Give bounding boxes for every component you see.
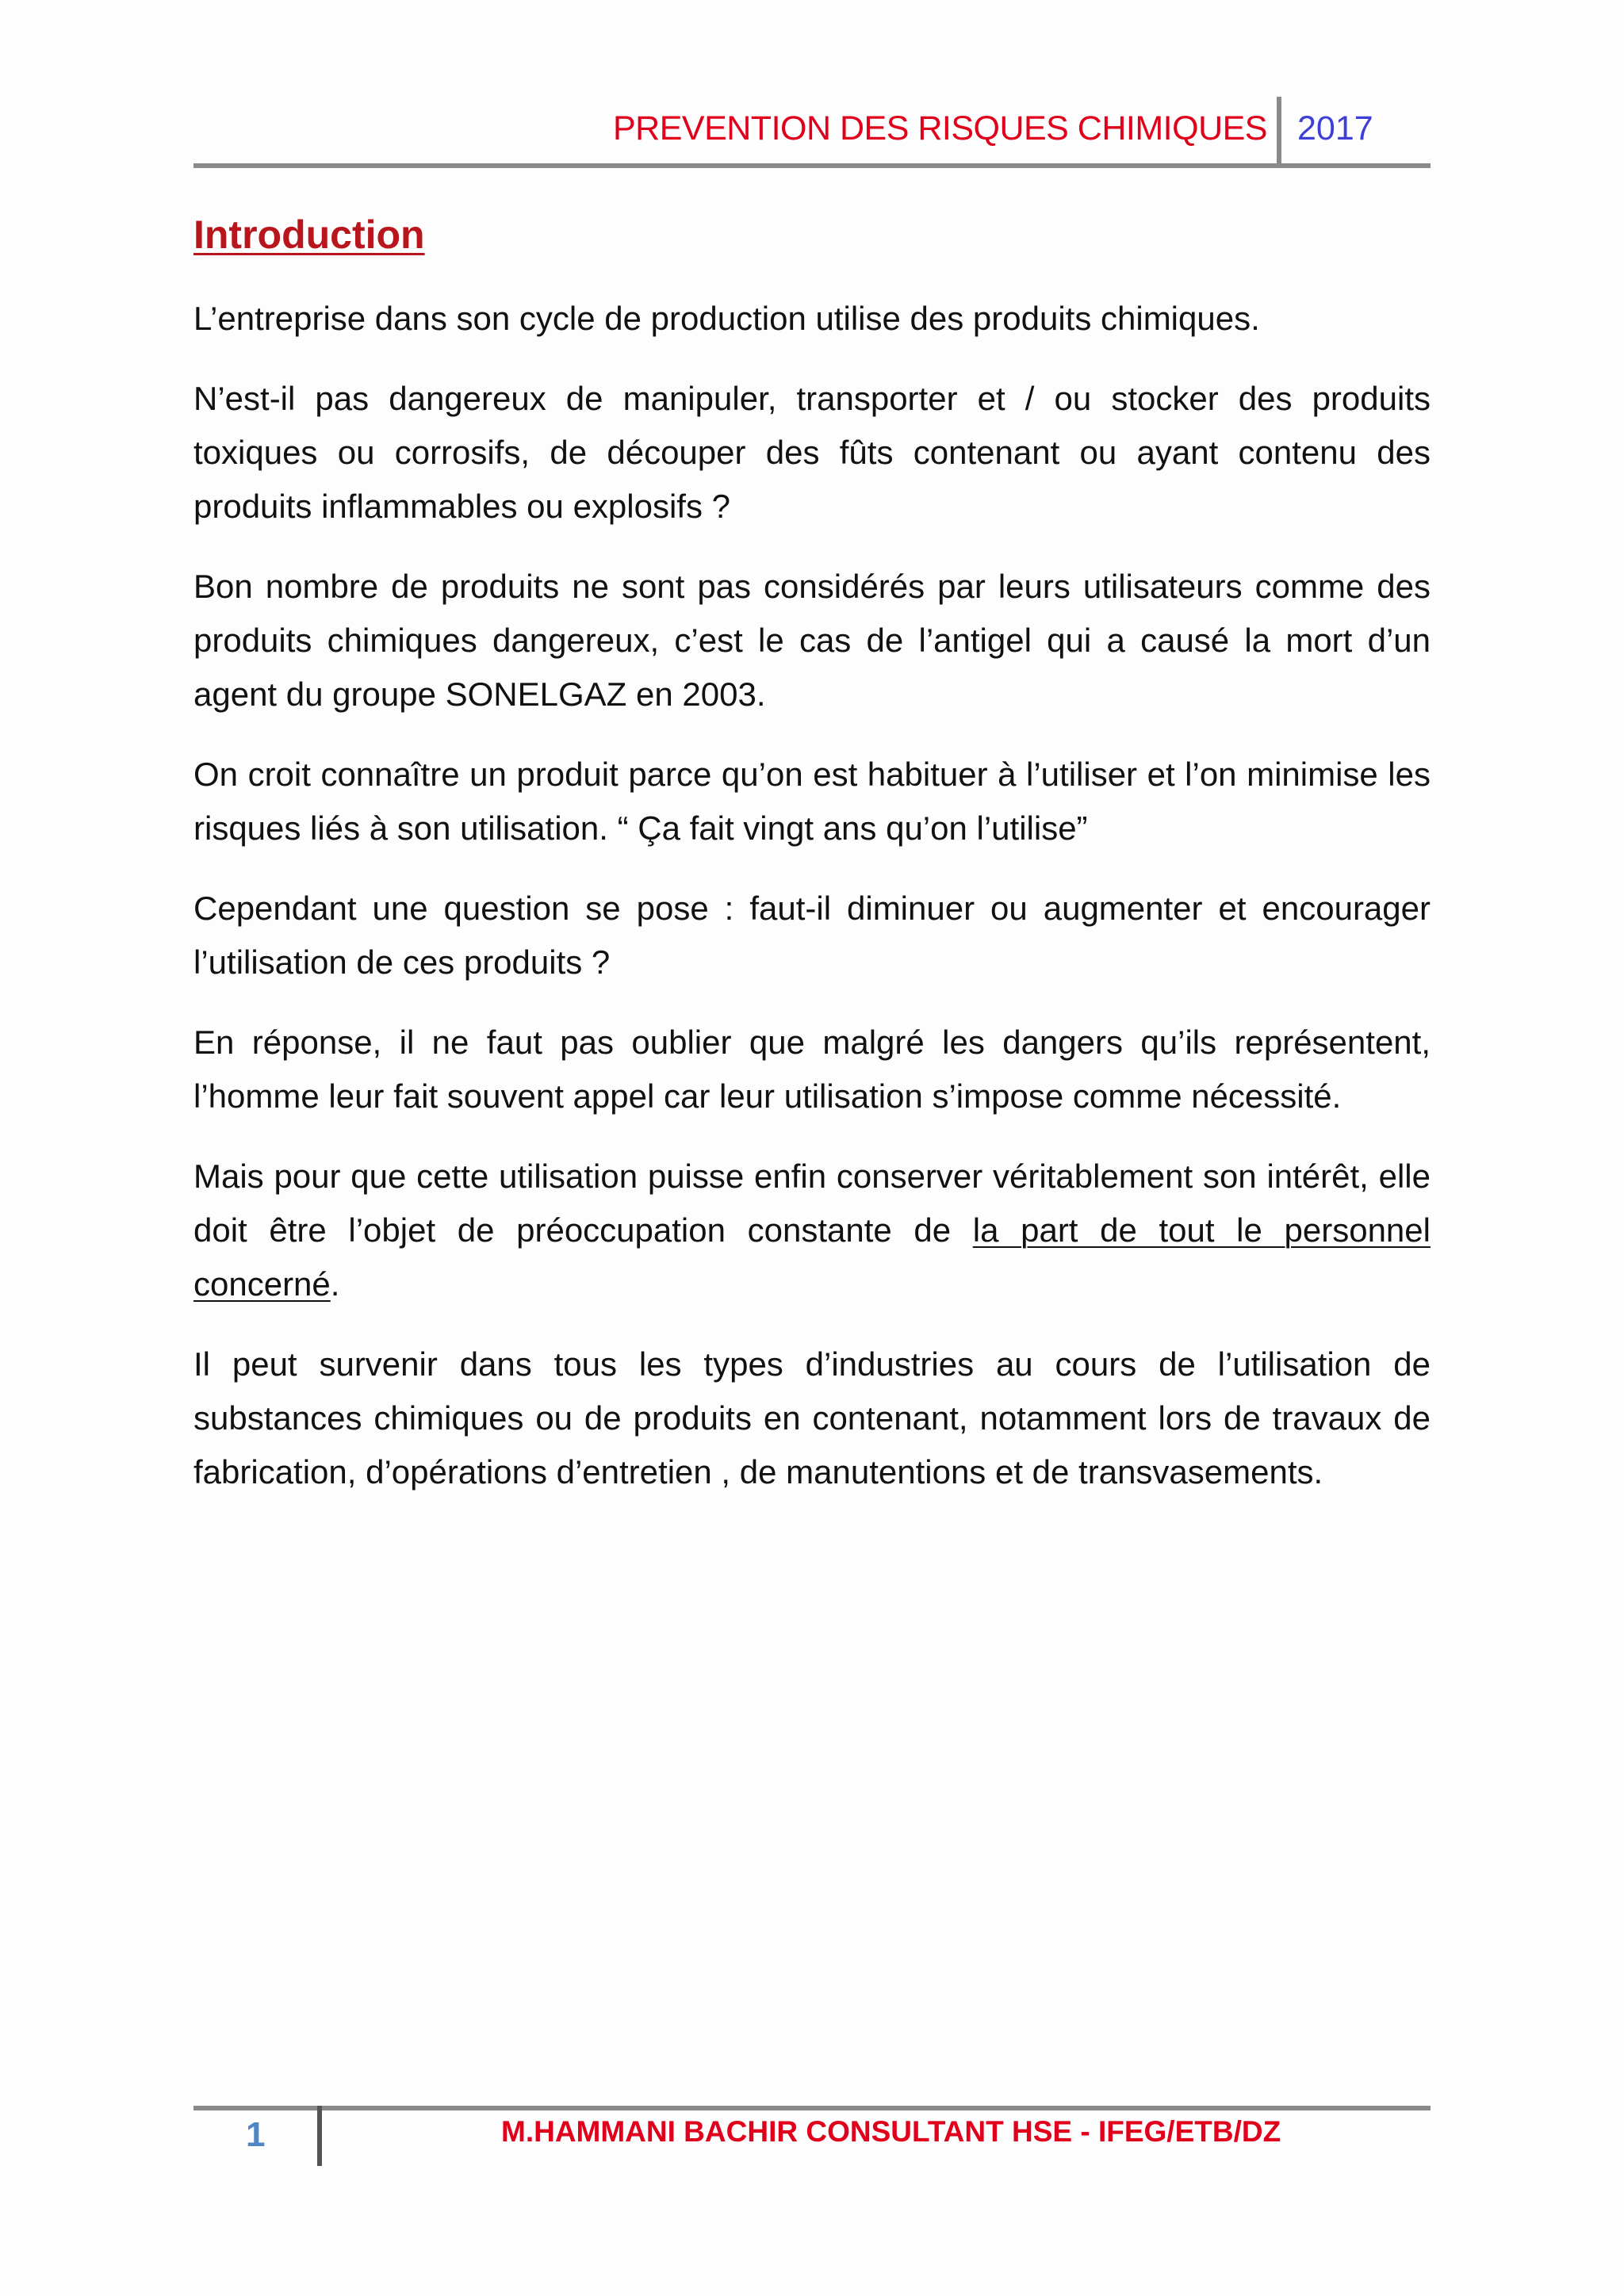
header-divider bbox=[1277, 97, 1281, 166]
footer-divider bbox=[317, 2106, 322, 2166]
page-content bbox=[193, 205, 1431, 1525]
paragraph-1: L’entreprise dans son cycle de production utilise des produits chimiques. bbox=[193, 300, 1260, 337]
paragraph-4: On croit connaître un produit parce qu’on est habituer à l’utiliser et l’on minimise les risques liés à son utilisation. “ Ça fait vingt ans qu’on l’utilise” bbox=[193, 756, 1431, 847]
footer-author: M.HAMMANI BACHIR CONSULTANT HSE - IFEG/ETB/DZ bbox=[501, 2115, 1281, 2148]
footer-rule bbox=[193, 2106, 1431, 2110]
paragraph-3: Bon nombre de produits ne sont pas considérés par leurs utilisateurs comme des produits chimiques dangereux, c’est le cas de l’antigel qui a causé la mort d’un agent du groupe SONELGAZ en 2003. bbox=[193, 568, 1431, 713]
underlined-phrase: la part de tout le personnel concerné bbox=[193, 1211, 1431, 1303]
paragraph-7-end: . bbox=[330, 1265, 340, 1303]
header-title: PREVENTION DES RISQUES CHIMIQUES bbox=[612, 109, 1267, 147]
page-header bbox=[193, 94, 1431, 166]
paragraph-6: En réponse, il ne faut pas oublier que malgré les dangers qu’ils représentent, l’homme leur fait souvent appel car leur utilisation s’impose comme nécessité. bbox=[193, 1024, 1431, 1115]
paragraph-8: Il peut survenir dans tous les types d’industries au cours de l’utilisation de substances chimiques ou de produits en contenant, notamment lors de travaux de fabrication, d’opérations d’entretien , de manutentions et de transvasements. bbox=[193, 1345, 1431, 1490]
paragraph-7-text: Mais pour que cette utilisation puisse enfin conserver véritablement son intérêt, elle doit être l’objet de préoccupation constante de bbox=[193, 1158, 1431, 1249]
paragraph-5: Cependant une question se pose : faut-il diminuer ou augmenter et encourager l’utilisation de ces produits ? bbox=[193, 890, 1431, 981]
section-heading: Introduction bbox=[193, 212, 425, 257]
header-year: 2017 bbox=[1297, 109, 1373, 147]
page-number: 1 bbox=[246, 2115, 266, 2154]
paragraph-7 bbox=[193, 1150, 1431, 1311]
header-rule bbox=[193, 163, 1431, 168]
paragraph-2: N’est-il pas dangereux de manipuler, transporter et / ou stocker des produits toxiques ou corrosifs, de découper des fûts contenant ou ayant contenu des produits inflammables ou explosifs ? bbox=[193, 380, 1431, 525]
